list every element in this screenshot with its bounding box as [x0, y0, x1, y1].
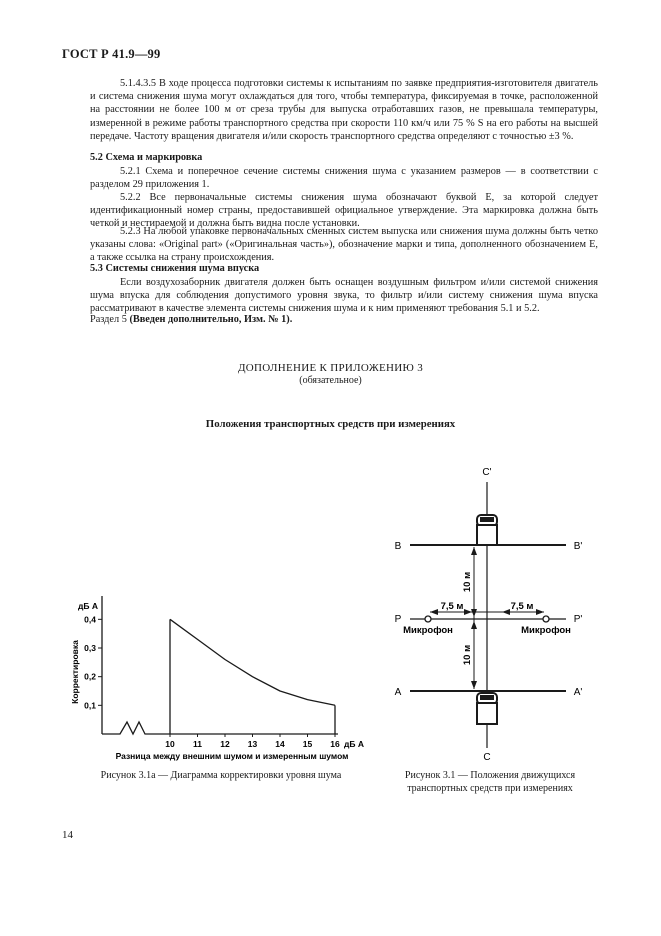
x-tick-label: 15: [302, 739, 313, 749]
label-dist-lower: 10 м: [462, 644, 473, 666]
document-header: ГОСТ Р 41.9—99: [62, 47, 161, 61]
x-tick-label: 14: [275, 739, 285, 749]
figure-title: Положения транспортных средств при измерениях: [205, 418, 456, 430]
section-5-2-heading: 5.2 Схема и маркировка: [90, 152, 203, 163]
label-dist-right: 7,5 м: [510, 601, 534, 612]
label-p-left: P: [394, 614, 402, 625]
chart-root: [70, 596, 364, 761]
y-tick-label: 0,2: [84, 671, 96, 682]
y-tick-label: 0,1: [84, 700, 96, 711]
label-mic-left: Микрофон: [403, 625, 453, 636]
label-b-right: B': [573, 541, 583, 552]
y-unit-label: дБ А: [77, 601, 99, 611]
label-b-left: B: [394, 541, 402, 552]
x-tick-label: 10: [165, 739, 175, 749]
y-axis-label: Корректировка: [70, 640, 80, 704]
x-tick-label: 11: [193, 739, 202, 749]
paragraph-5-3: Если воздухозаборник двигателя должен быть оснащен воздушным фильтром и/или системой снижения шума впуска для соблюдения допустимого уровня звука, то фильтр и/или систему снижения шума впуска рассматривают в качестве элемента системы снижения шума и к ним применяют требования 5.1 и 5.2.: [90, 277, 598, 315]
paragraph-5-2-3: 5.2.3 На любой упаковке первоначальных сменных систем выпуска или снижения шума должны быть четко указаны слова: «Original part» («Оригинальная часть»), обозначение марки и типа, дополненного обозначением Е, а также ссылка на страну происхождения.: [90, 226, 598, 264]
x-tick-label: 16: [330, 739, 340, 749]
x-unit-label: дБ А: [343, 739, 365, 749]
label-c-bottom: C: [483, 752, 491, 763]
razdel-text: Раздел 5: [90, 314, 130, 325]
label-dist-upper: 10 м: [462, 571, 473, 593]
caption-figure-3-1a: Рисунок 3.1а — Диаграмма корректировки уровня шума: [100, 770, 342, 781]
y-tick-label: 0,3: [84, 643, 96, 653]
x-tick-label: 12: [220, 739, 230, 749]
section-5-3-heading: 5.3 Системы снижения шума впуска: [90, 263, 260, 274]
label-p-right: P': [573, 614, 583, 625]
supplement-title: ДОПОЛНЕНИЕ К ПРИЛОЖЕНИЮ 3: [237, 362, 423, 374]
caption-figure-3-1-line2: транспортных средств при измерениях: [407, 782, 573, 794]
paragraph-5-1-4-3-5: 5.1.4.3.5 В ходе процесса подготовки системы к испытаниям по заявке предприятия-изготовителя двигатель и система снижения шума могут охлаждаться для того, чтобы температура, фиксируемая в точке, расположенной на расстоянии не более 100 м от среза трубы для выпуска отработавших газов, не превышала температуры, измеренной в режиме работы транспортного средства при скорости 110 км/ч или 75 % S на его работы на высшей передаче. Частоту вращения двигателя и/или скорость транспортного средства определяют с точностью ±3 %.: [90, 78, 598, 142]
x-axis: [102, 722, 338, 734]
paragraph-5-2-2: 5.2.2 Все первоначальные системы снижения шума обозначают буквой Е, за которой следует идентификационный номер страны, предоставившей официальное утверждение. Эта маркировка должна быть четкой и нестираемой и должна быть видна после установки.: [90, 192, 598, 230]
label-dist-left: 7,5 м: [440, 601, 464, 612]
label-c-top: C': [482, 467, 492, 478]
razdel-amendment: (Введен дополнительно, Изм. № 1).: [129, 314, 293, 325]
caption-figure-3-1-line1: Рисунок 3.1 — Положения движущихся: [404, 770, 576, 781]
x-axis-label: Разница между внешним шумом и измеренным шумом: [115, 751, 349, 761]
label-a-right: A': [573, 687, 583, 698]
caption-figure-3-1: [385, 770, 595, 795]
supplement-subtitle: (обязательное): [299, 375, 362, 386]
y-tick-label: 0,4: [84, 614, 96, 625]
paragraph-5-2-1: 5.2.1 Схема и поперечное сечение системы снижения шума с указанием размеров — в соответствии с разделом 29 приложения 1.: [90, 166, 598, 191]
page-number: 14: [62, 829, 73, 841]
label-mic-right: Микрофон: [521, 625, 571, 636]
correction-curve: [170, 619, 335, 705]
x-tick-label: 13: [247, 739, 258, 749]
label-a-left: A: [394, 687, 402, 698]
